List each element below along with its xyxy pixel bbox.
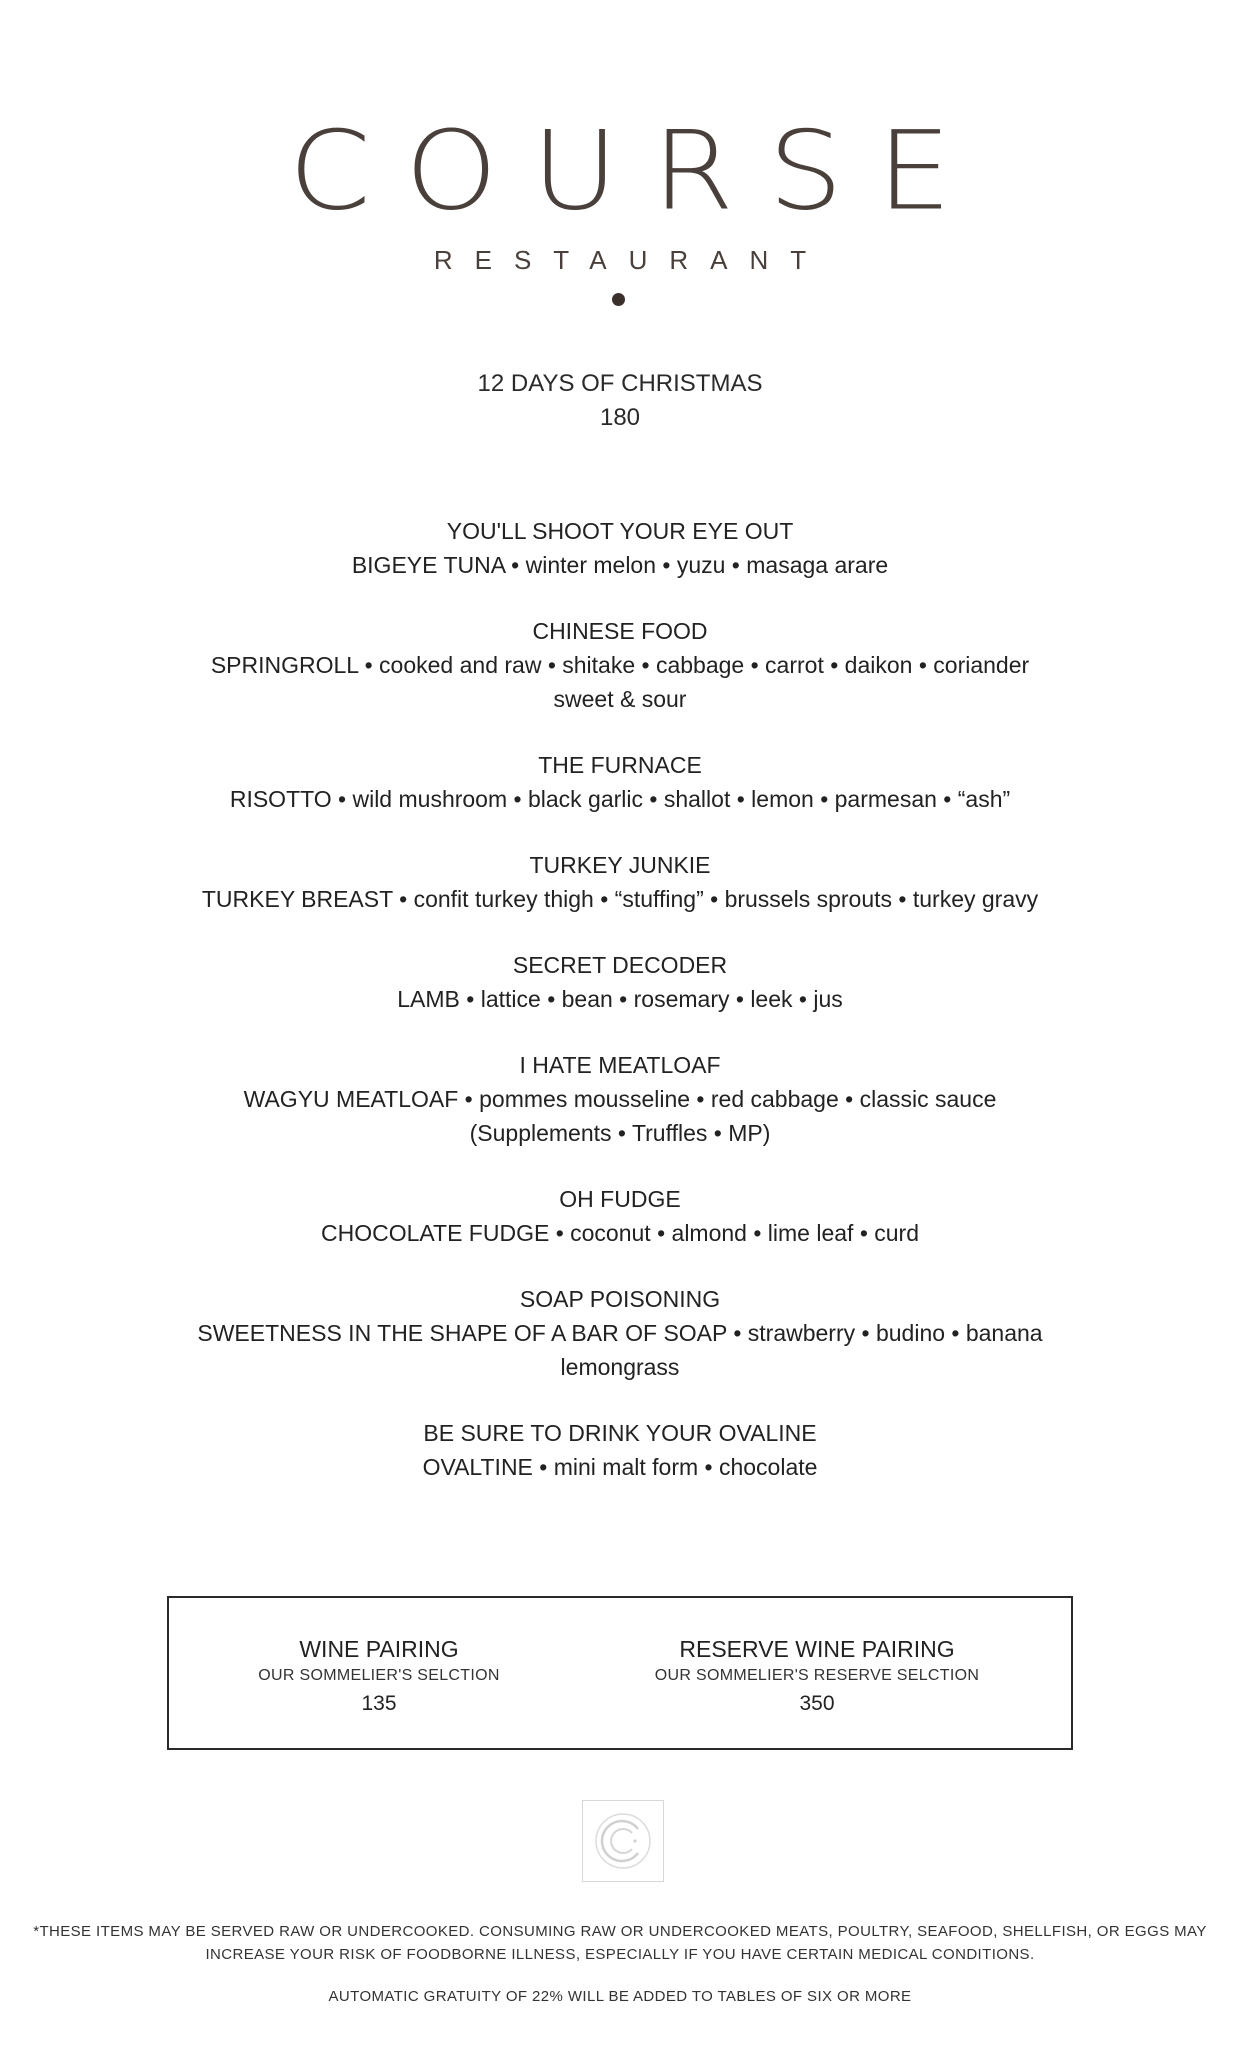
- course-description: SPRINGROLL • cooked and raw • shitake • cabbage • carrot • daikon • coriander: [210, 652, 1030, 678]
- course-description: WAGYU MEATLOAF • pommes mousseline • red cabbage • classic sauce: [243, 1086, 997, 1112]
- course-name: SECRET DECODER: [512, 952, 728, 978]
- pairing-price: 135: [361, 1692, 397, 1715]
- gratuity-notice: AUTOMATIC GRATUITY OF 22% WILL BE ADDED TO TABLES OF SIX OR MORE: [328, 1988, 912, 2005]
- course-name: YOU'LL SHOOT YOUR EYE OUT: [446, 518, 794, 544]
- course-note: (Supplements • Truffles • MP): [469, 1120, 771, 1146]
- course-description: SWEETNESS IN THE SHAPE OF A BAR OF SOAP • strawberry • budino • banana: [197, 1320, 1043, 1346]
- course-item: [100, 848, 1140, 916]
- course-description: RISOTTO • wild mushroom • black garlic • shallot • lemon • parmesan • “ash”: [229, 786, 1011, 812]
- brand-subtitle: RESTAURANT: [433, 245, 829, 275]
- brand-dot-icon: [612, 293, 625, 306]
- pairing-price: 350: [799, 1692, 835, 1715]
- course-item: [100, 514, 1140, 582]
- pairing-description: OUR SOMMELIER'S RESERVE SELCTION: [654, 1667, 980, 1684]
- monogram-c-svg: [583, 1801, 663, 1881]
- menu-price: 180: [599, 404, 641, 431]
- course-name: THE FURNACE: [538, 752, 702, 778]
- course-item: [100, 1048, 1140, 1150]
- course-item: [100, 1282, 1140, 1384]
- course-name: CHINESE FOOD: [532, 618, 708, 644]
- course-item: [100, 948, 1140, 1016]
- menu-title: 12 DAYS OF CHRISTMAS: [477, 370, 763, 397]
- wine-pairing-box: [167, 1596, 1073, 1750]
- wine-pairing: [179, 1634, 579, 1720]
- monogram-c-icon: [582, 1800, 664, 1882]
- brand-name: COURSE: [288, 107, 986, 235]
- pairing-description: OUR SOMMELIER'S SELCTION: [258, 1667, 500, 1684]
- course-name: I HATE MEATLOAF: [519, 1052, 721, 1078]
- course-description: CHOCOLATE FUDGE • coconut • almond • lime leaf • curd: [320, 1220, 920, 1246]
- course-description: LAMB • lattice • bean • rosemary • leek • jus: [397, 986, 843, 1012]
- raw-food-disclaimer: *THESE ITEMS MAY BE SERVED RAW OR UNDERCOOKED. CONSUMING RAW OR UNDERCOOKED MEATS, POULTRY, SEAFOOD, SHELLFISH, OR EGGS MAY INCREASE YOUR RISK OF FOODBORNE ILLNESS, ESPECIALLY IF YOU HAVE CERTAIN MEDICAL CONDITIONS.: [33, 1923, 1207, 1963]
- course-description: TURKEY BREAST • confit turkey thigh • “stuffing” • brussels sprouts • turkey gravy: [201, 886, 1039, 912]
- course-list: [100, 514, 1140, 1516]
- course-name: SOAP POISONING: [519, 1286, 721, 1312]
- pairing-name: WINE PAIRING: [299, 1636, 459, 1662]
- course-name: TURKEY JUNKIE: [529, 852, 711, 878]
- reserve-wine-pairing: [607, 1634, 1027, 1720]
- course-description: OVALTINE • mini malt form • chocolate: [422, 1454, 818, 1480]
- course-description: BIGEYE TUNA • winter melon • yuzu • masaga arare: [351, 552, 889, 578]
- course-item: [100, 1182, 1140, 1250]
- course-note: lemongrass: [560, 1354, 680, 1380]
- course-item: [100, 614, 1140, 716]
- course-name: BE SURE TO DRINK YOUR OVALINE: [423, 1420, 817, 1446]
- course-item: [100, 748, 1140, 816]
- pairing-name: RESERVE WINE PAIRING: [679, 1636, 955, 1662]
- course-note: sweet & sour: [553, 686, 687, 712]
- course-name: OH FUDGE: [559, 1186, 681, 1212]
- course-item: [100, 1416, 1140, 1484]
